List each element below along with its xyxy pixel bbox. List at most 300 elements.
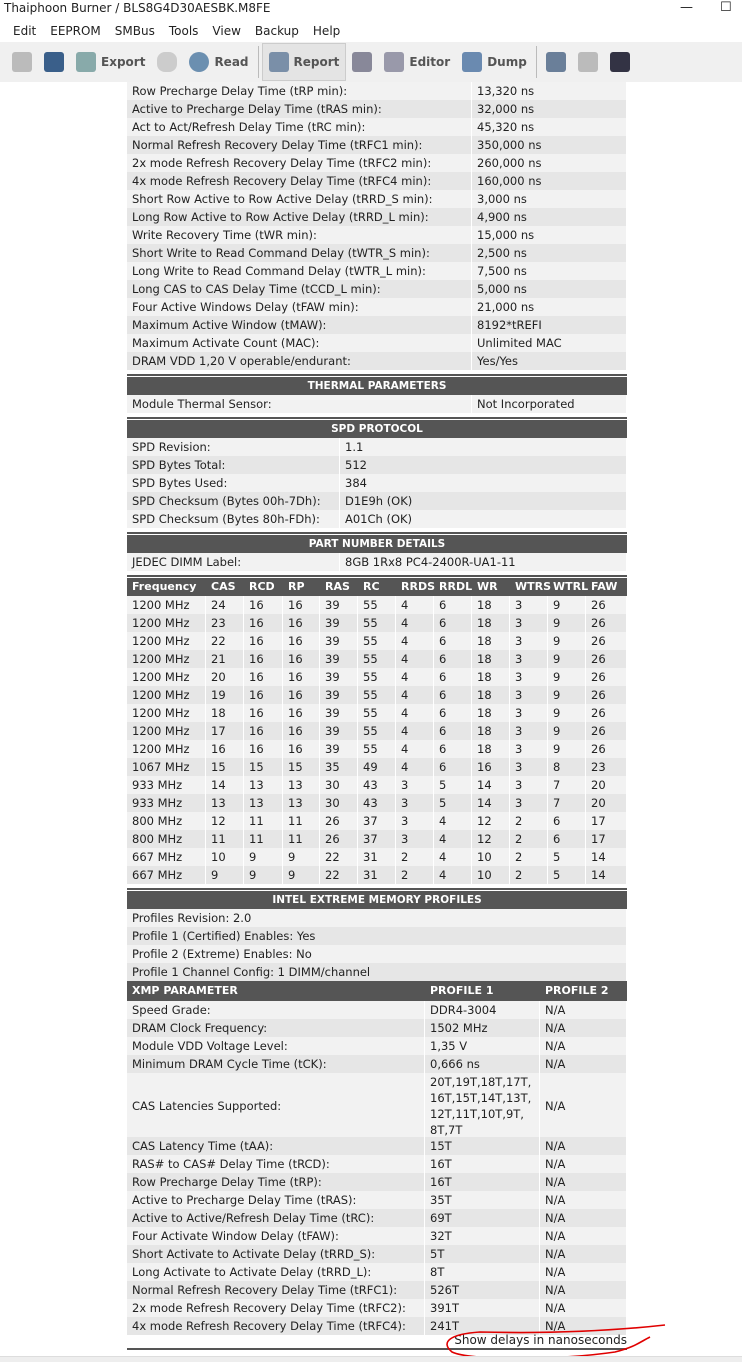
table-cell: 30 [320,776,358,794]
table-cell: 26 [586,686,627,704]
table-cell: N/A [540,1037,627,1055]
menu-bar [0,20,742,42]
table-icon [462,52,482,72]
table-cell: Active to Active/Refresh Delay Time (tRC): [127,1209,425,1227]
table-row [127,553,627,571]
table-cell: SPD Checksum (Bytes 80h-FDh): [127,510,340,528]
table-cell: 26 [320,830,358,848]
table-cell: 9 [548,686,586,704]
table-cell: 16 [244,668,283,686]
table-header [127,578,627,596]
table-cell: 18 [472,686,510,704]
table-cell: 9 [548,668,586,686]
table-cell: 3 [510,722,548,740]
table-cell: Short Row Active to Row Active Delay (tRRD_S min): [127,190,472,208]
table-cell: Profile 1 Channel Config: 1 DIMM/channel [127,963,627,981]
table-cell: 9 [548,722,586,740]
table-cell: 6 [548,812,586,830]
table-row [127,668,627,686]
table-cell: 933 MHz [127,776,206,794]
column-header: RC [363,580,380,593]
menu-edit[interactable]: Edit [13,24,37,38]
table-cell: 23 [586,758,627,776]
report-button[interactable] [262,43,347,81]
table-row [127,136,627,154]
table-cell: 16 [244,650,283,668]
table-cell: 18 [472,722,510,740]
section-header: INTEL EXTREME MEMORY PROFILES [127,891,627,909]
table-cell: 4x mode Refresh Recovery Delay Time (tRFC4): [127,1317,425,1335]
table-cell: Four Activate Window Delay (tFAW): [127,1227,425,1245]
table-cell: Unlimited MAC [472,334,627,352]
table-cell: 13 [283,794,320,812]
table-body [127,82,627,370]
table-cell: 3 [510,740,548,758]
table-cell: 18 [472,614,510,632]
table-cell: SPD Bytes Total: [127,456,340,474]
table-row [127,1155,627,1173]
section-header: SPD PROTOCOL [127,420,627,438]
table-cell: N/A [540,1281,627,1299]
table-cell: 15T [425,1137,540,1155]
table-cell: Long CAS to CAS Delay Time (tCCD_L min): [127,280,472,298]
table-row [127,1073,627,1137]
table-cell: 19 [206,686,244,704]
show-delays-ns-link[interactable]: Show delays in nanoseconds [454,1333,627,1347]
table-cell: 32T [425,1227,540,1245]
table-cell: 6 [434,704,472,722]
table-cell: 1200 MHz [127,614,206,632]
table-cell: 2 [510,848,548,866]
table-cell: 17 [586,812,627,830]
table-row [127,82,627,100]
table-cell: 7,500 ns [472,262,627,280]
table-cell: 13 [244,794,283,812]
table-cell: 7 [548,776,586,794]
table-cell: Normal Refresh Recovery Delay Time (tRFC1 min): [127,136,472,154]
table-cell: Short Activate to Activate Delay (tRRD_S): [127,1245,425,1263]
table-row [127,614,627,632]
column-header: XMP PARAMETER [132,984,238,997]
table-cell: SPD Checksum (Bytes 00h-7Dh): [127,492,340,510]
minimize-button[interactable]: — [680,0,693,15]
table-cell: 16 [206,740,244,758]
table-cell: 6 [434,758,472,776]
column-header: WR [477,580,498,593]
table-cell: 384 [340,474,627,492]
table-cell: 3 [510,632,548,650]
table-cell: 5 [548,848,586,866]
table-cell: 13,320 ns [472,82,627,100]
column-header: RRDS [401,580,435,593]
table-cell: 1200 MHz [127,722,206,740]
table-cell: 6 [434,632,472,650]
menu-backup[interactable]: Backup [254,24,299,38]
table-cell: 55 [358,650,396,668]
table-cell: 6 [434,614,472,632]
table-row [127,492,627,510]
editor-button[interactable] [378,44,456,80]
column-header: WTRL [553,580,589,593]
table-cell: 9 [283,848,320,866]
table-cell: 21 [206,650,244,668]
table-cell: 350,000 ns [472,136,627,154]
table-cell: 18 [206,704,244,722]
table-cell: 14 [586,848,627,866]
table-row [127,438,627,456]
table-cell: CAS Latency Time (tAA): [127,1137,425,1155]
column-header: RRDL [439,580,473,593]
table-cell: 3 [510,596,548,614]
table-cell: Maximum Active Window (tMAW): [127,316,472,334]
table-cell: Write Recovery Time (tWR min): [127,226,472,244]
table-cell: N/A [540,1245,627,1263]
table-body [127,1001,627,1335]
table-cell: 1.1 [340,438,627,456]
table-cell: 1,35 V [425,1037,540,1055]
table-cell: DDR4-3004 [425,1001,540,1019]
table-cell: 3 [510,704,548,722]
table-cell: 4 [434,812,472,830]
spd-section [127,417,627,528]
table-cell: 13 [206,794,244,812]
table-cell: SPD Bytes Used: [127,474,340,492]
table-cell: 26 [586,722,627,740]
table-cell: 16 [244,740,283,758]
column-header: Frequency [132,580,197,593]
table-cell: 39 [320,686,358,704]
table-cell: Act to Act/Refresh Delay Time (tRC min): [127,118,472,136]
menu-tools[interactable]: Tools [168,24,199,38]
table-cell: 3 [396,812,434,830]
table-cell: 1200 MHz [127,650,206,668]
table-cell: 20 [206,668,244,686]
table-cell: 15 [206,758,244,776]
wrench-icon[interactable] [352,52,372,72]
table-cell: Profiles Revision: 2.0 [127,909,627,927]
table-row [127,686,627,704]
table-cell: 55 [358,596,396,614]
save-icon[interactable] [44,52,64,72]
table-cell: 26 [586,650,627,668]
table-cell: JEDEC DIMM Label: [127,553,340,571]
read-button[interactable] [183,44,254,80]
table-row [127,456,627,474]
table-cell: 18 [472,596,510,614]
table-cell: 3 [510,668,548,686]
table-cell: 55 [358,632,396,650]
table-cell: 4 [396,596,434,614]
table-row [127,740,627,758]
table-cell: 18 [472,668,510,686]
table-row [127,244,627,262]
table-row [127,316,627,334]
table-cell: 3 [396,794,434,812]
table-cell: 10 [206,848,244,866]
table-row [127,1227,627,1245]
table-cell: N/A [540,1209,627,1227]
table-cell: 49 [358,758,396,776]
table-cell: 39 [320,704,358,722]
table-cell: 4 [396,722,434,740]
table-cell: 2 [510,812,548,830]
table-cell: 16 [244,596,283,614]
table-cell: Long Row Active to Row Active Delay (tRRD_L min): [127,208,472,226]
table-cell: 39 [320,650,358,668]
table-cell: 16 [244,704,283,722]
menu-help[interactable]: Help [312,24,341,38]
table-cell: 39 [320,596,358,614]
dump-button[interactable] [456,44,533,80]
table-cell: 4 [434,866,472,884]
table-cell: 2 [510,866,548,884]
table-cell: Active to Precharge Delay Time (tRAS): [127,1191,425,1209]
table-cell: N/A [540,1227,627,1245]
chip-search-icon[interactable] [546,52,566,72]
table-cell: 16 [472,758,510,776]
waveform-icon[interactable] [610,52,630,72]
table-cell: 512 [340,456,627,474]
table-row [127,1037,627,1055]
table-cell: 11 [244,830,283,848]
table-row [127,100,627,118]
table-cell: 5 [434,776,472,794]
table-row [127,280,627,298]
table-cell: 31 [358,866,396,884]
table-cell: 9 [548,650,586,668]
table-cell: 3 [510,614,548,632]
table-cell: 4 [396,614,434,632]
table-cell: 4 [396,686,434,704]
maximize-button[interactable]: ☐ [720,0,732,15]
table-row [127,298,627,316]
table-cell: 30 [320,794,358,812]
table-cell: 2x mode Refresh Recovery Delay Time (tRFC2): [127,1299,425,1317]
menu-eeprom[interactable]: EEPROM [50,24,101,38]
table-cell: 15,000 ns [472,226,627,244]
table-cell: N/A [540,1073,627,1137]
table-row [127,1191,627,1209]
table-cell: 26 [586,704,627,722]
table-cell: 4 [396,758,434,776]
table-cell: 800 MHz [127,812,206,830]
table-cell: 2x mode Refresh Recovery Delay Time (tRFC2 min): [127,154,472,172]
magnifier-icon [189,52,209,72]
toolbar [0,42,742,82]
export-button[interactable] [70,44,151,80]
table-cell: 4 [434,830,472,848]
table-row [127,812,627,830]
table-cell: N/A [540,1055,627,1073]
table-cell: 3 [510,776,548,794]
column-header: FAW [591,580,618,593]
menu-view[interactable]: View [212,24,241,38]
table-row [127,722,627,740]
table-cell: 800 MHz [127,830,206,848]
table-cell: 43 [358,794,396,812]
table-cell: 9 [548,704,586,722]
table-cell: 16 [283,704,320,722]
table-cell: 10 [472,866,510,884]
column-header: PROFILE 1 [430,984,494,997]
table-cell: 9 [548,740,586,758]
column-header: RCD [249,580,275,593]
table-cell: 6 [434,596,472,614]
lock-icon[interactable] [157,52,177,72]
table-cell: 16 [244,632,283,650]
table-header [127,981,627,1001]
table-cell: 12 [472,830,510,848]
table-cell: 24 [206,596,244,614]
table-cell: 4 [396,632,434,650]
table-cell: 26 [320,812,358,830]
table-row [127,794,627,812]
table-cell: 35 [320,758,358,776]
table-cell: 14 [472,794,510,812]
table-row [127,632,627,650]
column-header: PROFILE 2 [545,984,609,997]
table-cell: N/A [540,1019,627,1037]
table-row [127,172,627,190]
table-cell: 16 [283,650,320,668]
table-cell: 43 [358,776,396,794]
thermal-section [127,374,627,413]
table-cell: 6 [434,740,472,758]
table-cell: 1067 MHz [127,758,206,776]
table-cell: 17 [206,722,244,740]
table-cell: 15 [283,758,320,776]
table-cell: 55 [358,740,396,758]
table-cell: D1E9h (OK) [340,492,627,510]
table-row [127,118,627,136]
table-cell: 8 [548,758,586,776]
table-cell: 37 [358,830,396,848]
table-cell: 2 [396,866,434,884]
table-cell: 3 [510,794,548,812]
table-cell: 4 [396,650,434,668]
table-cell: 8GB 1Rx8 PC4-2400R-UA1-11 [340,553,627,571]
table-cell: 11 [206,830,244,848]
table-cell: Normal Refresh Recovery Delay Time (tRFC1): [127,1281,425,1299]
table-row [127,1263,627,1281]
menu-smbus[interactable]: SMBus [114,24,155,38]
document-icon [384,52,404,72]
table-cell: 26 [586,668,627,686]
table-cell: 18 [472,704,510,722]
table-cell: 1200 MHz [127,668,206,686]
table-cell: 8192*tREFI [472,316,627,334]
table-cell: 260,000 ns [472,154,627,172]
table-cell: 39 [320,632,358,650]
separator [258,46,259,78]
table-row [127,1173,627,1191]
table-body [127,395,627,413]
table-cell: 4 [396,704,434,722]
table-cell: 1200 MHz [127,740,206,758]
copy-icon[interactable] [578,52,598,72]
table-cell: 16 [283,722,320,740]
section-header: THERMAL PARAMETERS [127,377,627,395]
table-cell: 9 [244,848,283,866]
table-cell: 16 [244,614,283,632]
table-cell: 2,500 ns [472,244,627,262]
table-cell: 55 [358,704,396,722]
table-cell: 4x mode Refresh Recovery Delay Time (tRFC4 min): [127,172,472,190]
export-icon [76,52,96,72]
table-cell: 16 [283,614,320,632]
table-cell: 12 [472,812,510,830]
table-row [127,776,627,794]
table-cell: 16 [244,686,283,704]
table-cell: 26 [586,596,627,614]
table-cell: 4 [396,668,434,686]
table-row [127,1001,627,1019]
table-cell: Minimum DRAM Cycle Time (tCK): [127,1055,425,1073]
table-cell: Module Thermal Sensor: [127,395,472,413]
table-cell: 1200 MHz [127,686,206,704]
table-cell: 16 [283,686,320,704]
column-header: RP [288,580,305,593]
table-cell: N/A [540,1317,627,1335]
table-cell: 4 [396,740,434,758]
table-cell: 20 [586,794,627,812]
table-cell: DRAM VDD 1,20 V operable/endurant: [127,352,472,370]
table-cell: 5T [425,1245,540,1263]
table-cell: 5 [548,866,586,884]
column-header: WTRS [515,580,552,593]
table-cell: DRAM Clock Frequency: [127,1019,425,1037]
table-row [127,1245,627,1263]
table-cell: Profile 2 (Extreme) Enables: No [127,945,627,963]
table-row [127,758,627,776]
table-row [127,226,627,244]
table-cell: N/A [540,1155,627,1173]
table-row [127,1209,627,1227]
table-cell: 1200 MHz [127,632,206,650]
table-row [127,510,627,528]
table-cell: 3 [510,758,548,776]
table-row [127,190,627,208]
table-cell: 16 [244,722,283,740]
read-label: Read [214,55,249,69]
table-cell: 9 [548,596,586,614]
column-header: CAS [211,580,236,593]
table-row [127,1299,627,1317]
table-cell: 6 [434,650,472,668]
table-cell: 45,320 ns [472,118,627,136]
table-cell: Row Precharge Delay Time (tRP min): [127,82,472,100]
table-cell: 160,000 ns [472,172,627,190]
table-cell: N/A [540,1299,627,1317]
table-cell: 55 [358,722,396,740]
title-bar [0,0,742,20]
table-row [127,352,627,370]
part-number-section [127,532,627,571]
table-cell: 16 [283,632,320,650]
table-cell: 69T [425,1209,540,1227]
table-row [127,474,627,492]
table-row [127,208,627,226]
table-cell: 35T [425,1191,540,1209]
table-cell: 9 [244,866,283,884]
table-cell: CAS Latencies Supported: [127,1073,425,1137]
table-row [127,830,627,848]
table-cell: 14 [472,776,510,794]
open-folder-icon[interactable] [12,52,32,72]
table-cell: 667 MHz [127,866,206,884]
table-cell: N/A [540,1137,627,1155]
table-cell: 3 [510,686,548,704]
